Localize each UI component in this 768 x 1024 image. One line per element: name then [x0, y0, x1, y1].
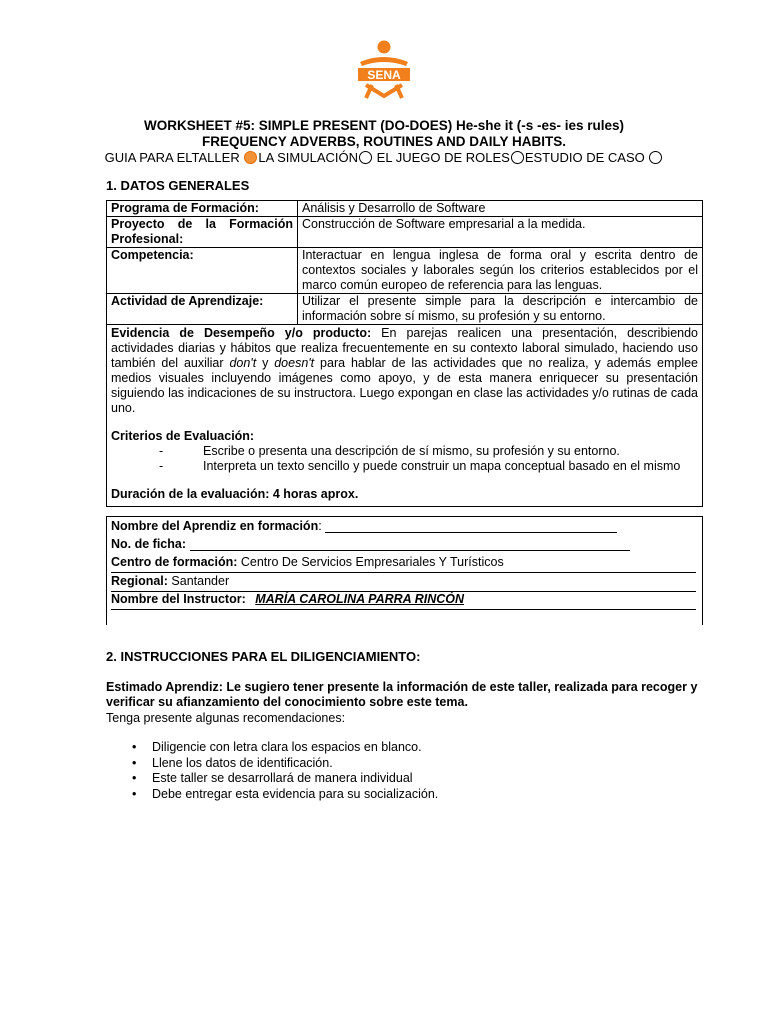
guia-option-caso: ESTUDIO DE CASO — [524, 150, 645, 165]
datos-generales-table — [106, 200, 703, 507]
criterio-item: - Interpreta un texto sencillo y puede construir un mapa conceptual basado en el mismo — [159, 459, 681, 473]
recomendaciones-list — [106, 740, 438, 802]
bullet-icon: • — [132, 755, 137, 770]
radio-simulacion[interactable] — [359, 151, 372, 164]
logo-text: SENA — [367, 68, 401, 82]
evidencia-doesnt: doesn't — [274, 356, 315, 370]
table-row — [107, 325, 703, 507]
criterio-text-2: Interpreta un texto sencillo y puede construir un mapa conceptual basado en el mismo — [203, 459, 681, 473]
programa-value: Análisis y Desarrollo de Software — [298, 201, 703, 217]
aprendiz-info-box — [106, 516, 703, 625]
evidencia-label: Evidencia de Desempeño y/o producto: — [111, 326, 372, 340]
list-item — [106, 771, 438, 787]
radio-taller-selected[interactable] — [244, 151, 257, 164]
recomendacion-3: Este taller se desarrollará de manera individual — [152, 771, 413, 785]
proyecto-value: Construcción de Software empresarial a la medida. — [298, 217, 703, 248]
radio-caso[interactable] — [649, 151, 662, 164]
aprendiz-name-field[interactable] — [325, 520, 617, 533]
evidencia-cell — [107, 325, 703, 507]
section-2-title: 2. INSTRUCCIONES PARA EL DILIGENCIAMIENTO: — [106, 649, 421, 664]
table-row — [107, 248, 703, 294]
criterios-title: Criterios de Evaluación: — [111, 429, 255, 443]
regional-value: Santander — [167, 574, 230, 588]
evidencia-text — [111, 326, 698, 416]
guia-options — [0, 150, 768, 165]
instrucciones-note: Tenga presente algunas recomendaciones: — [106, 711, 346, 725]
aprendiz-name-row — [111, 519, 696, 536]
bullet-icon: • — [132, 771, 137, 785]
proyecto-label: Proyecto de la Formación Profesional: — [107, 217, 298, 248]
ficha-label: No. de ficha: — [111, 537, 187, 551]
recomendacion-2: Llene los datos de identificación. — [152, 755, 333, 770]
instructor-value: MARÍA CAROLINA PARRA RINCÓN — [255, 592, 465, 606]
recomendacion-4: Debe entregar esta evidencia para su socialización. — [152, 786, 439, 801]
evidencia-text-a: En parejas realicen una presentación, describiendo actividades diarias y hábitos que realiza frecuentemente en su contexto laboral simulado, haciendo uso también del auxiliar — [111, 326, 698, 370]
radio-roles[interactable] — [511, 151, 524, 164]
evidencia-dont: don't — [229, 356, 257, 370]
criterio-item: - Escribe o presenta una descripción de sí mismo, su profesión y su entorno. — [159, 444, 620, 458]
actividad-label: Actividad de Aprendizaje: — [107, 294, 298, 325]
ficha-field[interactable] — [190, 538, 630, 551]
guia-option-roles: EL JUEGO DE ROLES — [376, 150, 510, 165]
centro-label: Centro de formación: — [111, 555, 238, 569]
evidencia-text-b: y — [256, 356, 275, 370]
centro-row — [111, 555, 696, 573]
centro-value: Centro De Servicios Empresariales Y Turísticos — [237, 555, 504, 569]
sena-logo — [352, 38, 416, 100]
guia-option-simulacion: LA SIMULACIÓN — [258, 150, 359, 165]
bullet-icon: • — [132, 740, 137, 754]
ficha-row — [111, 537, 696, 554]
table-row — [107, 217, 703, 248]
regional-row — [111, 574, 696, 592]
regional-label: Regional: — [111, 574, 168, 588]
worksheet-subtitle: FREQUENCY ADVERBS, ROUTINES AND DAILY HABITS. — [201, 134, 567, 149]
instructor-row — [111, 592, 696, 610]
guia-option-taller: GUIA PARA ELTALLER — [104, 150, 240, 165]
list-item — [106, 756, 438, 772]
criterio-text-1: Escribe o presenta una descripción de sí mismo, su profesión y su entorno. — [203, 444, 620, 458]
competencia-label: Competencia: — [107, 248, 298, 294]
table-row — [107, 201, 703, 217]
duracion-text: Duración de la evaluación: 4 horas aprox. — [111, 487, 359, 501]
evidencia-text-c: para hablar de las actividades que no realiza, y además emplee medios visuales incluyendo imágenes como apoyo, y de esta manera enriquecer su presentación siguiendo las indicaciones de su instructora. Luego expongan en clase las actividades y/o rutinas de cada uno. — [111, 356, 698, 415]
table-row — [107, 294, 703, 325]
list-item — [106, 740, 438, 756]
bullet-icon: • — [132, 786, 137, 801]
aprendiz-name-colon: : — [318, 519, 322, 533]
instructor-label: Nombre del Instructor: — [111, 592, 246, 606]
aprendiz-name-label: Nombre del Aprendiz en formación — [111, 519, 319, 533]
programa-label: Programa de Formación: — [107, 201, 298, 217]
list-item — [106, 787, 438, 803]
competencia-value: Interactuar en lengua inglesa de forma oral y escrita dentro de contextos sociales y laborales según los criterios establecidos por el marco común europeo de referencia para las lenguas. — [298, 248, 703, 294]
worksheet-title: WORKSHEET #5: SIMPLE PRESENT (DO-DOES) He-she it (-s -es- ies rules) — [143, 118, 625, 133]
recomendacion-1: Diligencie con letra clara los espacios en blanco. — [152, 740, 422, 754]
actividad-value: Utilizar el presente simple para la descripción e intercambio de información sobre sí mismo, su profesión y su entorno. — [298, 294, 703, 325]
section-1-title: 1. DATOS GENERALES — [106, 178, 250, 193]
instrucciones-intro: Estimado Aprendiz: Le sugiero tener presente la información de este taller, realizada para recoger y verificar su afianzamiento del conocimiento sobre este tema. — [106, 680, 698, 709]
